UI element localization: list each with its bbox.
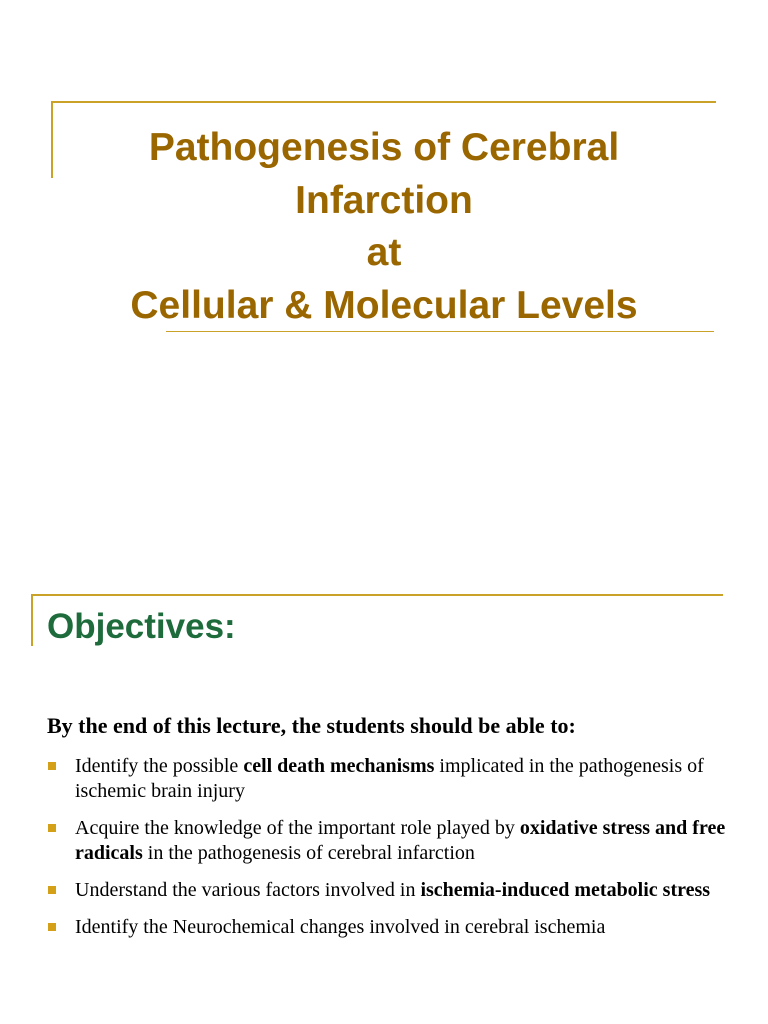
objectives-intro: By the end of this lecture, the students should be able to: — [47, 713, 576, 738]
list-item — [47, 754, 737, 804]
title-line-2: Infarction — [295, 178, 473, 222]
title-line-1: Pathogenesis of Cerebral — [148, 126, 620, 169]
square-bullet-icon — [48, 886, 56, 894]
objectives-left-rule — [31, 594, 33, 646]
top-rule — [51, 101, 716, 103]
bullet-text-bold: oxidative stress and free radicals — [75, 817, 726, 864]
bullet-text-after: implicated in the pathogenesis of ischemic brain injury — [75, 755, 704, 802]
title-line-3: at — [366, 231, 402, 274]
bullet-text-before: Understand the various factors involved in — [75, 879, 421, 901]
bullet-text-before: Identify the possible — [75, 755, 244, 777]
objectives-heading: Objectives: — [47, 607, 236, 646]
list-item — [47, 915, 737, 940]
bullet-text-after: in the pathogenesis of cerebral infarction — [142, 842, 475, 864]
objectives-list — [47, 754, 737, 952]
objectives-top-rule — [31, 594, 723, 596]
list-item — [47, 878, 737, 903]
bullet-text-before: Acquire the knowledge of the important role played by — [75, 817, 520, 839]
bullet-text-before: Identify the Neurochemical changes involved in cerebral ischemia — [75, 916, 606, 938]
title-line-4: Cellular & Molecular Levels — [130, 283, 638, 327]
bottom-rule — [166, 331, 714, 332]
bullet-text-bold: cell death mechanisms — [243, 755, 435, 777]
square-bullet-icon — [48, 824, 56, 832]
square-bullet-icon — [48, 762, 56, 770]
objectives-slide — [0, 512, 768, 1024]
bullet-text-bold: ischemia-induced metabolic stress — [420, 879, 711, 901]
slide-title — [0, 122, 768, 332]
square-bullet-icon — [48, 923, 56, 931]
list-item — [47, 816, 737, 866]
